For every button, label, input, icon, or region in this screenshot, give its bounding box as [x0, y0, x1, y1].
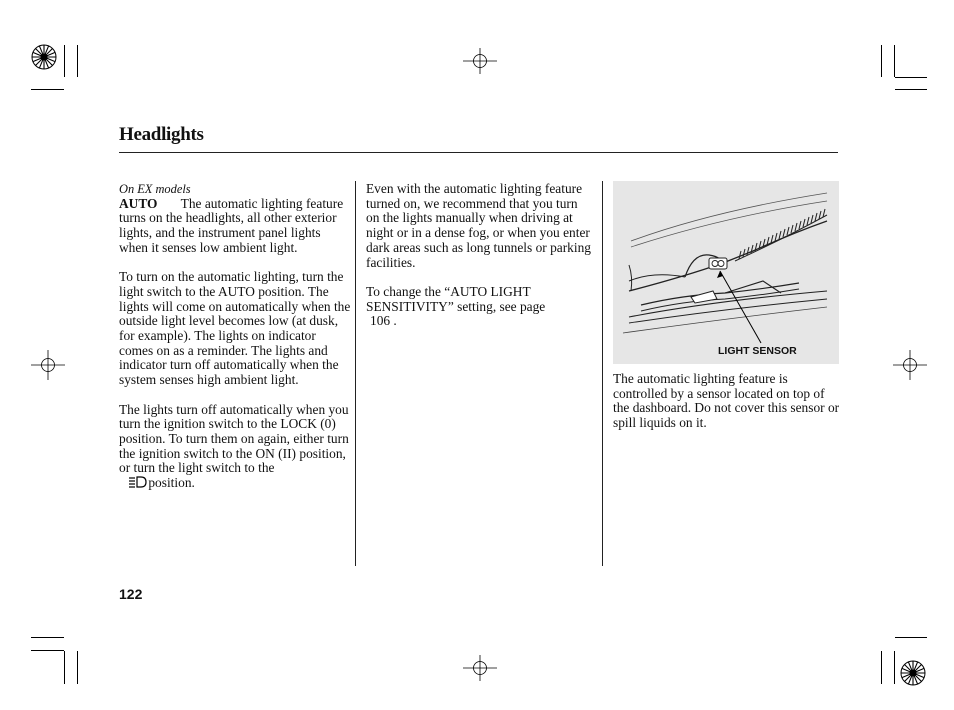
starburst-icon	[31, 44, 57, 70]
crop-line	[881, 651, 882, 684]
crop-line	[881, 45, 882, 77]
crop-line	[895, 89, 927, 90]
crosshair-icon	[463, 48, 497, 74]
paragraph: Even with the automatic lighting feature turned on, we recommend that you turn on the lights manually when driving at night or in a dense fog, or when you enter dark areas such as long tunnels or parking facilities.	[366, 181, 591, 270]
page-title: Headlights	[119, 124, 204, 145]
crop-line	[77, 45, 78, 77]
crop-line	[895, 77, 927, 78]
paragraph-text: The lights turn off automatically when you turn the ignition switch to the LOCK (0) position. To turn them on again, either turn the ignition switch to the ON (II) position, or turn the light switch to the	[119, 401, 349, 476]
column-right	[613, 372, 841, 446]
paragraph	[119, 403, 351, 491]
crop-line	[64, 651, 65, 684]
crop-line	[895, 637, 927, 638]
dashboard-illustration	[613, 181, 839, 364]
crop-line	[894, 651, 895, 684]
auto-text: The automatic lighting feature turns on the headlights, all other exterior lights, and the instrument panel lights when it senses low ambient light.	[119, 195, 344, 255]
paragraph	[366, 285, 594, 329]
page-number: 122	[119, 586, 143, 602]
paragraph-text: To change the “AUTO LIGHT SENSITIVITY” setting, see page	[366, 283, 546, 314]
crosshair-icon	[463, 655, 497, 681]
starburst-icon	[900, 660, 926, 686]
paragraph: The automatic lighting feature is controlled by a sensor located on top of the dashboard. Do not cover this sensor or spill liquids on it.	[613, 371, 840, 431]
column-middle	[366, 182, 594, 344]
model-note: On EX models	[119, 182, 191, 196]
headlight-icon	[119, 476, 145, 491]
crosshair-icon	[893, 350, 927, 380]
column-left	[119, 182, 351, 505]
auto-paragraph	[119, 197, 351, 256]
crop-line	[31, 637, 64, 638]
crosshair-icon	[31, 350, 65, 380]
auto-label: AUTO	[119, 195, 158, 211]
figure-label: LIGHT SENSOR	[718, 345, 797, 357]
paragraph: To turn on the automatic lighting, turn the light switch to the AUTO position. The lights will come on automatically when the outside light level becomes low (at dusk, for example). The lights on indicator comes on as a reminder. The lights and indicator turn off automatically when the system senses high ambient light.	[119, 269, 351, 388]
crop-line	[64, 45, 65, 77]
column-divider	[602, 181, 603, 566]
crop-line	[894, 45, 895, 77]
title-rule	[119, 152, 838, 153]
paragraph-end: position.	[148, 475, 195, 491]
light-sensor-figure	[613, 181, 839, 364]
column-divider	[355, 181, 356, 566]
crop-line	[77, 651, 78, 684]
crop-line	[31, 650, 64, 651]
crop-line	[31, 89, 64, 90]
page-reference: 106 .	[370, 313, 397, 329]
